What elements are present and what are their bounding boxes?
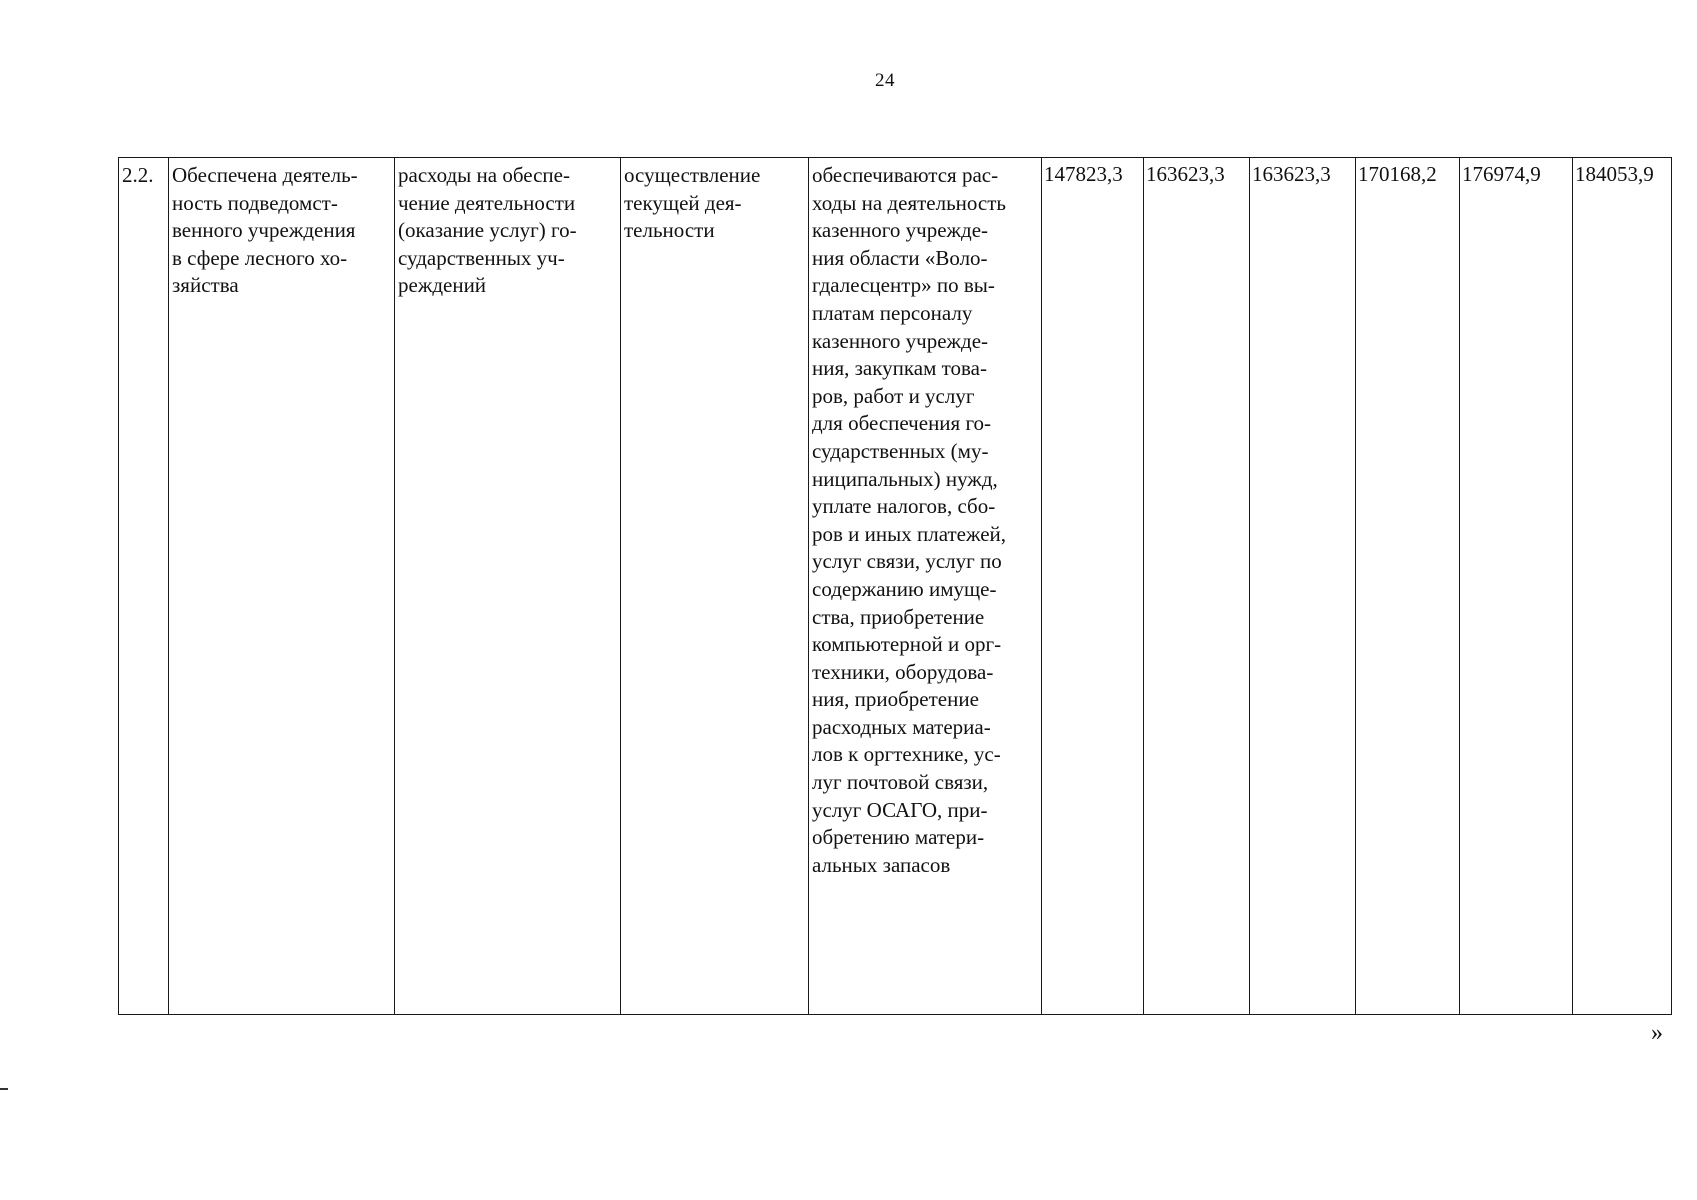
value: 170168,2 — [1358, 162, 1437, 186]
expense-type-line: расходы на обеспе- — [398, 163, 570, 187]
activity-line: осуществление — [624, 163, 761, 187]
description-line: ходы на деятельность — [812, 190, 1007, 215]
value: 163623,3 — [1146, 162, 1225, 186]
description-line: для обеспечения го- — [812, 411, 992, 436]
description-line: луг почтовой связи, — [812, 770, 989, 795]
table-row — [119, 158, 1672, 1015]
activity-line: текущей дея- — [624, 190, 742, 215]
description-line: содержанию имуще- — [812, 576, 997, 601]
description-line: лов к оргтехнике, ус- — [812, 742, 1001, 767]
activity-line: тельности — [624, 218, 715, 243]
description-line: платам персоналу — [812, 300, 973, 325]
description-line: обеспечиваются рас- — [812, 163, 999, 187]
description-line: услуг ОСАГО, при- — [812, 797, 988, 822]
page-number: 24 — [875, 70, 895, 91]
program-table — [118, 157, 1672, 1015]
value: 184053,9 — [1575, 162, 1654, 186]
value-cell — [1250, 158, 1356, 1015]
description-line: расходных материа- — [812, 714, 991, 739]
description-line: обретению матери- — [812, 825, 985, 850]
description-cell — [809, 158, 1042, 1015]
description-line: ния, приобретение — [812, 687, 979, 712]
value: 147823,3 — [1044, 162, 1123, 186]
closing-quote: » — [1651, 1020, 1663, 1046]
value: 163623,3 — [1252, 162, 1331, 186]
description-line: гдалесцентр» по вы- — [812, 273, 995, 298]
description-line: ров и иных платежей, — [812, 521, 1007, 546]
value-cell — [1460, 158, 1573, 1015]
value-cell — [1356, 158, 1460, 1015]
description-line: ния, закупкам това- — [812, 356, 987, 381]
result-line: венного учреждения — [172, 218, 356, 243]
result-cell — [169, 158, 395, 1015]
expense-type-line: чение деятельности — [398, 190, 576, 215]
expense-type-line: сударственных уч- — [398, 245, 565, 270]
activity-cell — [621, 158, 809, 1015]
description-line: уплате налогов, сбо- — [812, 494, 996, 519]
result-line: ность подведомст- — [172, 190, 338, 215]
description-line: ства, приобретение — [812, 604, 985, 629]
value-cell — [1144, 158, 1250, 1015]
description-line: компьютерной и орг- — [812, 632, 1002, 657]
row-index-cell — [119, 158, 169, 1015]
description-line: ров, работ и услуг — [812, 383, 975, 408]
expense-type-line: реждений — [398, 273, 487, 298]
expense-type-line: (оказание услуг) го- — [398, 218, 577, 243]
value: 176974,9 — [1462, 162, 1541, 186]
description-line: сударственных (му- — [812, 438, 989, 463]
description-line: казенного учрежде- — [812, 328, 989, 353]
result-line: зяйства — [172, 273, 239, 298]
description-line: казенного учрежде- — [812, 218, 989, 243]
description-line: альных запасов — [812, 852, 951, 877]
expense-type-cell — [395, 158, 621, 1015]
result-line: Обеспечена деятель- — [172, 163, 358, 187]
description-line: техники, оборудова- — [812, 659, 994, 684]
margin-mark — [0, 1088, 8, 1090]
description-line: ниципальных) нужд, — [812, 466, 998, 491]
result-line: в сфере лесного хо- — [172, 245, 348, 270]
row-index: 2.2. — [122, 163, 154, 187]
value-cell — [1042, 158, 1144, 1015]
description-line: услуг связи, услуг по — [812, 549, 1002, 574]
value-cell — [1573, 158, 1672, 1015]
description-line: ния области «Воло- — [812, 245, 988, 270]
